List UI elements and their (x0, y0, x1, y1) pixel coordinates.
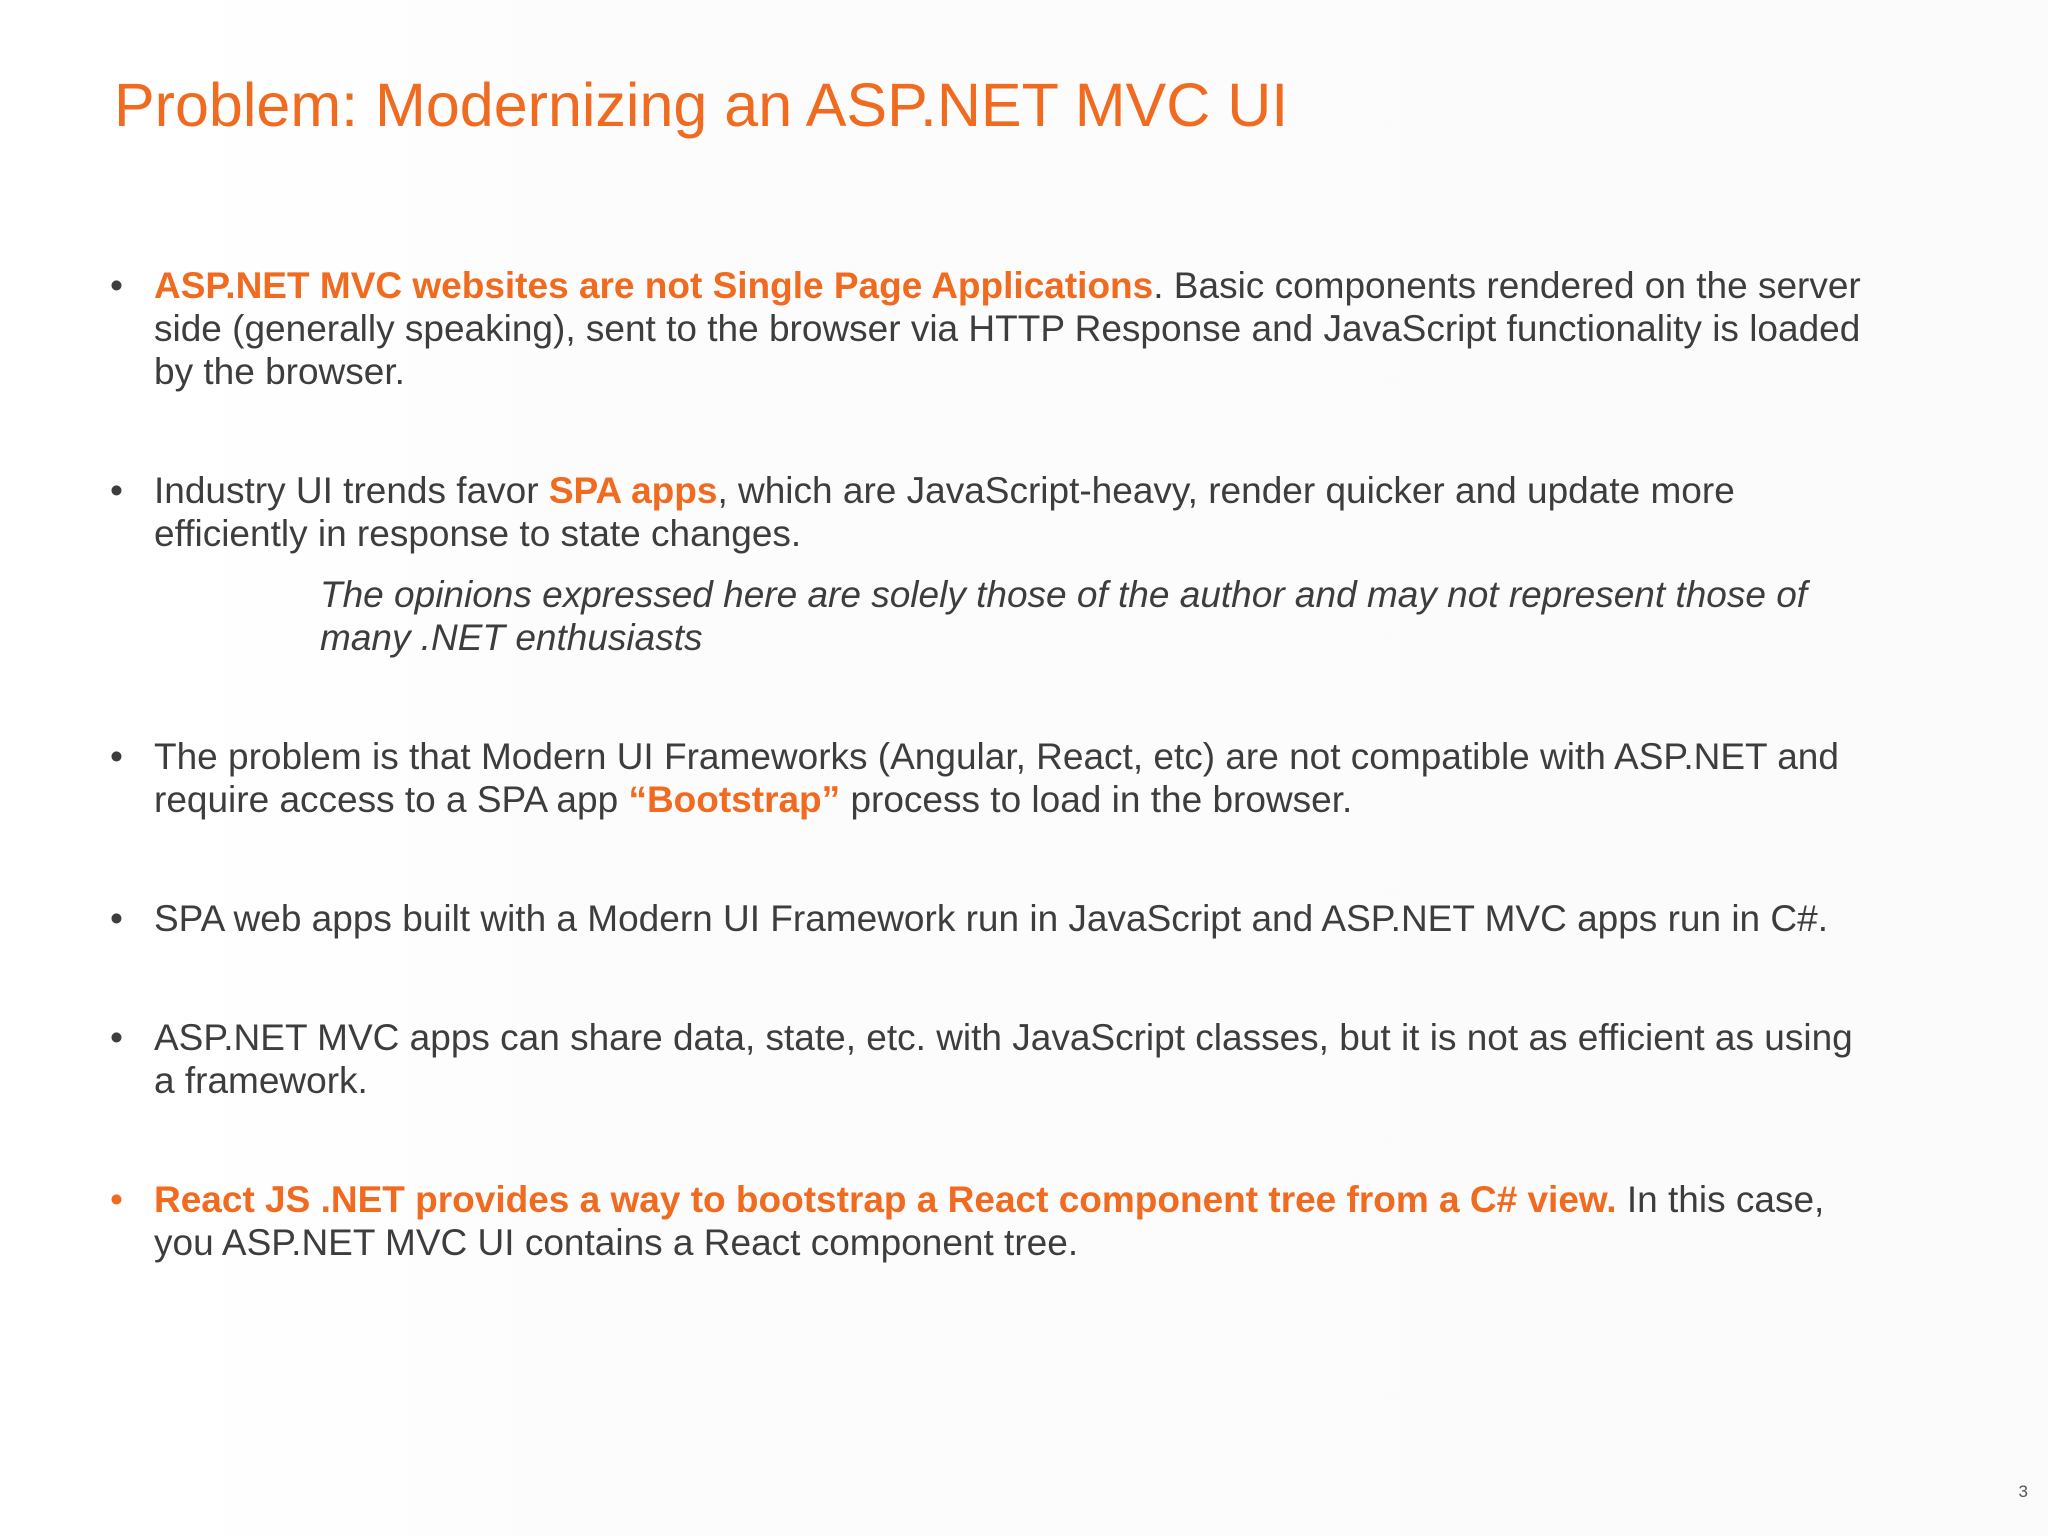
bullet-point-icon: • (110, 736, 123, 777)
bullet-item (110, 897, 1870, 940)
bullet-item (110, 1178, 1870, 1264)
bullet-point-icon: • (110, 1017, 123, 1058)
bullet-item (110, 1016, 1870, 1102)
bullet-text: ASP.NET MVC apps can share data, state, etc. with JavaScript classes, but it is not as efficient as using a framework. (154, 1017, 1853, 1101)
page-number: 3 (2018, 1482, 2028, 1501)
bullet-point-icon: • (110, 898, 123, 939)
bullet-point-icon: • (110, 265, 123, 306)
bullet-item (110, 469, 1870, 659)
bullet-text: Industry UI trends favor (154, 470, 549, 511)
bullet-text: The problem is that Modern UI Frameworks (Angular, React, etc) are not compatible with ASP.NET and require access to a SPA app (154, 736, 1839, 820)
bullet-highlight: “Bootstrap” (628, 779, 841, 820)
bullet-text: . Basic components rendered on the server side (generally speaking), sent to the browser via HTTP Response and JavaScript functionality is loaded by the browser. (154, 265, 1861, 392)
bullet-item (110, 735, 1870, 821)
slide-title: Problem: Modernizing an ASP.NET MVC UI (114, 71, 1289, 139)
bullet-highlight: ASP.NET MVC websites are not Single Page Applications (154, 265, 1154, 306)
bullet-item (110, 264, 1870, 393)
bullet-text: SPA web apps built with a Modern UI Framework run in JavaScript and ASP.NET MVC apps run in C#. (154, 898, 1828, 939)
bullet-highlight: React JS .NET provides a way to bootstrap a React component tree from a C# view. (154, 1179, 1617, 1220)
bullet-text: In this case, you ASP.NET MVC UI contains a React component tree. (154, 1179, 1825, 1263)
bullet-text: process to load in the browser. (840, 779, 1353, 820)
bullet-list (110, 264, 1870, 1264)
author-disclaimer-note: The opinions expressed here are solely those of the author and may not represent those of many .NET enthusiasts (320, 574, 1808, 658)
bullet-text: , which are JavaScript-heavy, render quicker and update more efficiently in response to state changes. (154, 470, 1735, 554)
bullet-point-icon: • (110, 1179, 123, 1220)
bullet-highlight: SPA apps (548, 470, 718, 511)
bullet-point-icon: • (110, 470, 123, 511)
